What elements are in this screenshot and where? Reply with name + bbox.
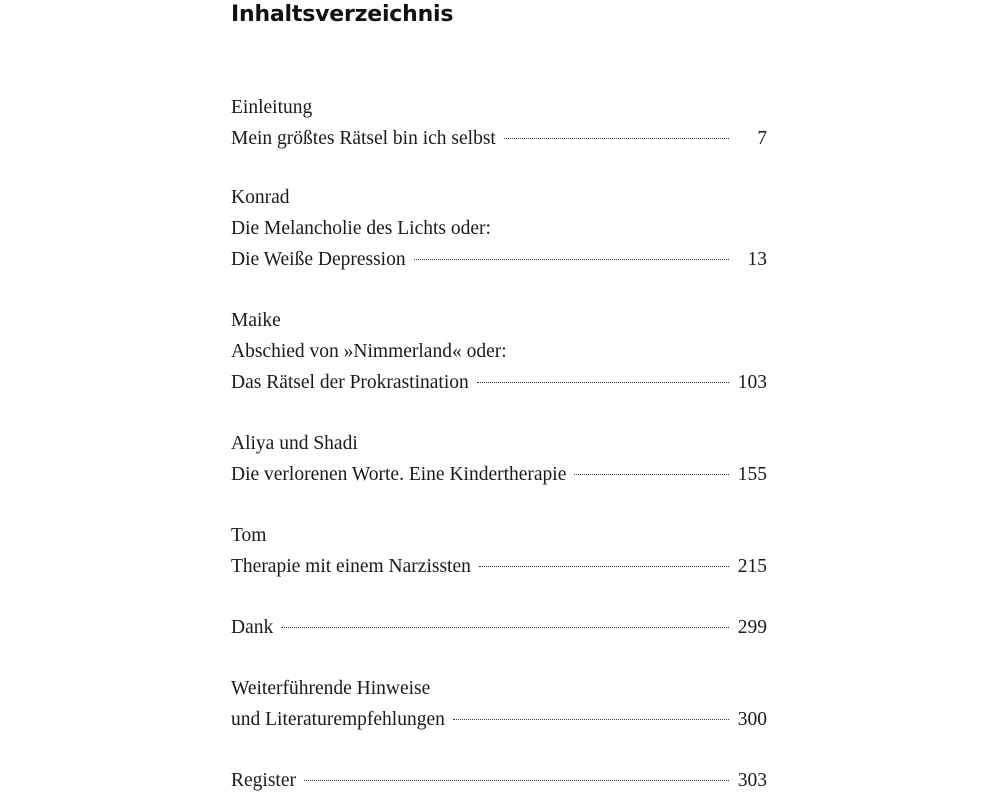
toc-heading-text: Maike <box>231 310 281 331</box>
dot-leader <box>304 780 729 781</box>
toc-title-text: Die verlorenen Worte. Eine Kindertherapie <box>231 464 567 485</box>
toc-title-text: Register <box>231 770 296 791</box>
page-number: 13 <box>747 249 767 270</box>
toc-title-line <box>231 459 771 490</box>
toc-heading-text: Konrad <box>231 187 290 208</box>
toc-title-text: Die Melancholie des Lichts oder: <box>231 218 491 239</box>
page-number: 155 <box>737 464 767 485</box>
toc-entry <box>231 305 771 398</box>
toc-heading <box>231 305 771 336</box>
toc-title-text: Mein größtes Rätsel bin ich selbst <box>231 128 496 149</box>
toc-title-text: Das Rätsel der Prokrastination <box>231 372 469 393</box>
toc-title-text: und Literaturempfehlungen <box>231 709 445 730</box>
toc-entry <box>231 428 771 490</box>
dot-leader <box>477 382 729 383</box>
toc-entry <box>231 612 771 643</box>
toc-entry <box>231 182 771 275</box>
toc-title-line <box>231 673 771 704</box>
table-of-contents <box>231 92 771 796</box>
dot-leader <box>414 259 729 260</box>
dot-leader <box>479 566 729 567</box>
page-number: 7 <box>757 128 767 149</box>
dot-leader <box>504 138 729 139</box>
toc-heading-text: Tom <box>231 525 267 546</box>
page-number: 303 <box>737 770 767 791</box>
toc-title-line <box>231 612 771 643</box>
toc-heading <box>231 428 771 459</box>
toc-entry <box>231 765 771 796</box>
page-title: Inhaltsverzeichnis <box>231 2 454 27</box>
page-number: 103 <box>737 372 767 393</box>
toc-entry <box>231 673 771 735</box>
page-number: 215 <box>737 556 767 577</box>
toc-title-line <box>231 704 771 735</box>
dot-leader <box>281 627 729 628</box>
toc-title-line <box>231 123 771 154</box>
page-number: 300 <box>737 709 767 730</box>
dot-leader <box>574 474 729 475</box>
toc-title-line <box>231 213 771 244</box>
toc-title-text: Weiterführende Hinweise <box>231 678 431 699</box>
toc-heading-text: Einleitung <box>231 97 313 118</box>
toc-title-line <box>231 244 771 275</box>
toc-heading <box>231 92 771 123</box>
toc-title-line <box>231 367 771 398</box>
toc-title-line <box>231 765 771 796</box>
toc-entry <box>231 92 771 154</box>
toc-entry <box>231 520 771 582</box>
toc-heading <box>231 520 771 551</box>
toc-heading-text: Aliya und Shadi <box>231 433 358 454</box>
toc-title-text: Abschied von »Nimmerland« oder: <box>231 341 507 362</box>
toc-title-text: Die Weiße Depression <box>231 249 406 270</box>
dot-leader <box>453 719 729 720</box>
page-number: 299 <box>737 617 767 638</box>
toc-title-line <box>231 336 771 367</box>
toc-title-text: Dank <box>231 617 274 638</box>
toc-title-text: Therapie mit einem Narzissten <box>231 556 471 577</box>
toc-title-line <box>231 551 771 582</box>
toc-heading <box>231 182 771 213</box>
